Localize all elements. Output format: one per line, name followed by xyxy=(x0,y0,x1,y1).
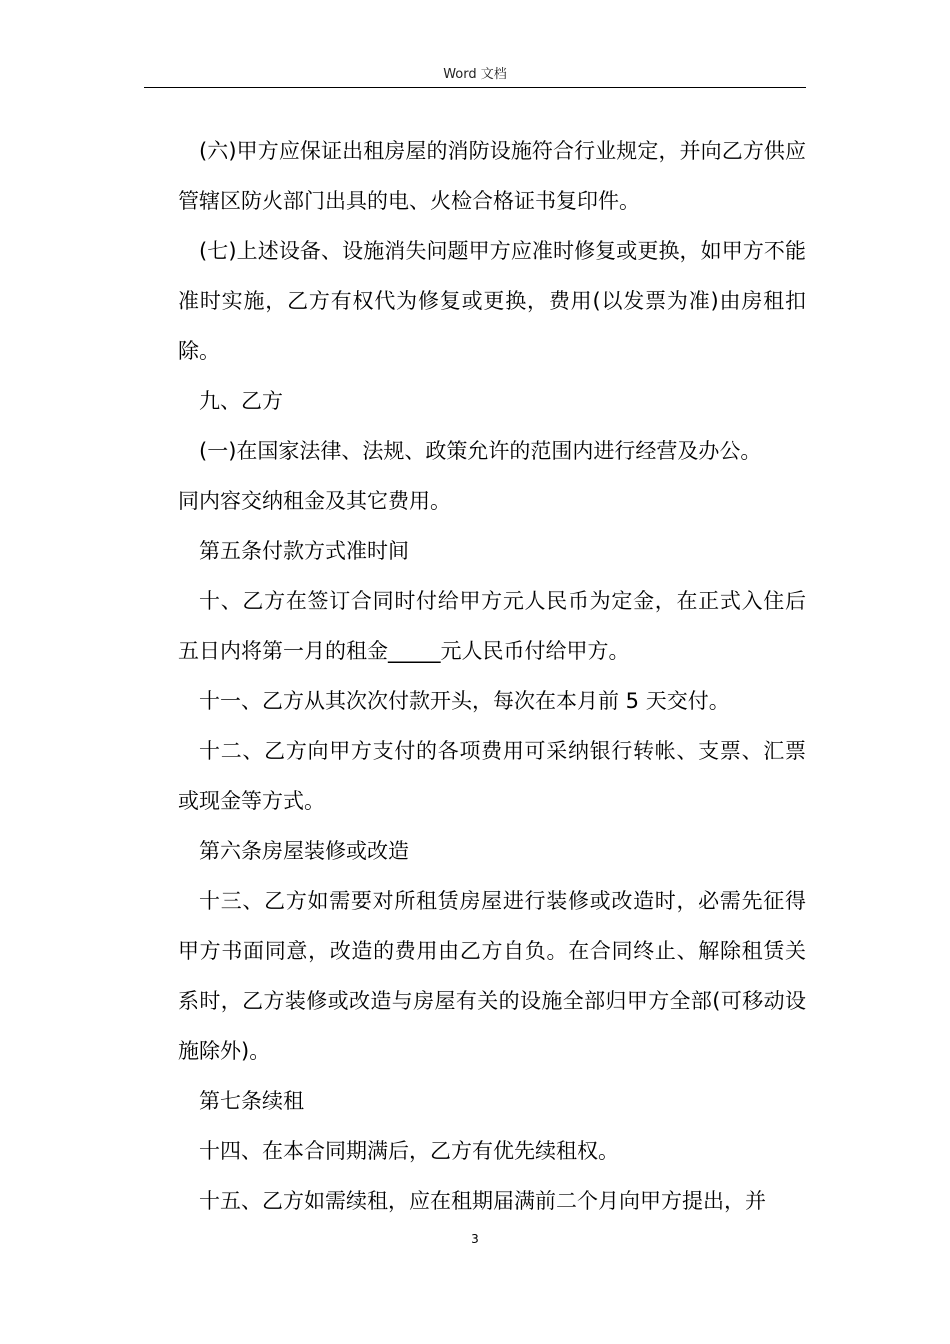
paragraph: 十四、在本合同期满后，乙方有优先续租权。 xyxy=(199,1139,619,1163)
paragraph: (一)在国家法律、法规、政策允许的范围内进行经营及办公。 xyxy=(199,439,762,463)
paragraph: (六)甲方应保证出租房屋的消防设施符合行业规定，并向乙方供应管辖区防火部门出具的电、火检合格证书复印件。 xyxy=(178,139,806,213)
paragraph: 十二、乙方向甲方支付的各项费用可采纳银行转帐、支票、汇票或现金等方式。 xyxy=(178,739,806,813)
header-divider xyxy=(144,87,806,88)
document-header: Word 文档 xyxy=(443,67,507,82)
paragraph: 同内容交纳租金及其它费用。 xyxy=(178,489,451,513)
paragraph: 九、乙方 xyxy=(199,389,283,413)
paragraph: 十、乙方在签订合同时付给甲方元人民币为定金，在正式入住后五日内将第一月的租金_____元人民币付给甲方。 xyxy=(178,589,806,663)
section-heading: 第五条付款方式准时间 xyxy=(199,539,409,563)
page-number: 3 xyxy=(471,1232,479,1246)
section-heading: 第七条续租 xyxy=(199,1089,304,1113)
section-heading: 第六条房屋装修或改造 xyxy=(199,839,409,863)
paragraph: 十三、乙方如需要对所租赁房屋进行装修或改造时，必需先征得甲方书面同意，改造的费用由乙方自负。在合同终止、解除租赁关系时，乙方装修或改造与房屋有关的设施全部归甲方全部(可移动设施除外)。 xyxy=(178,889,806,1063)
paragraph: (七)上述设备、设施消失问题甲方应准时修复或更换，如甲方不能准时实施，乙方有权代为修复或更换，费用(以发票为准)由房租扣除。 xyxy=(178,239,806,363)
paragraph: 十五、乙方如需续租，应在租期届满前二个月向甲方提出，并 xyxy=(199,1189,766,1213)
document-body xyxy=(178,126,806,1226)
paragraph: 十一、乙方从其次次付款开头，每次在本月前 5 天交付。 xyxy=(199,689,730,713)
